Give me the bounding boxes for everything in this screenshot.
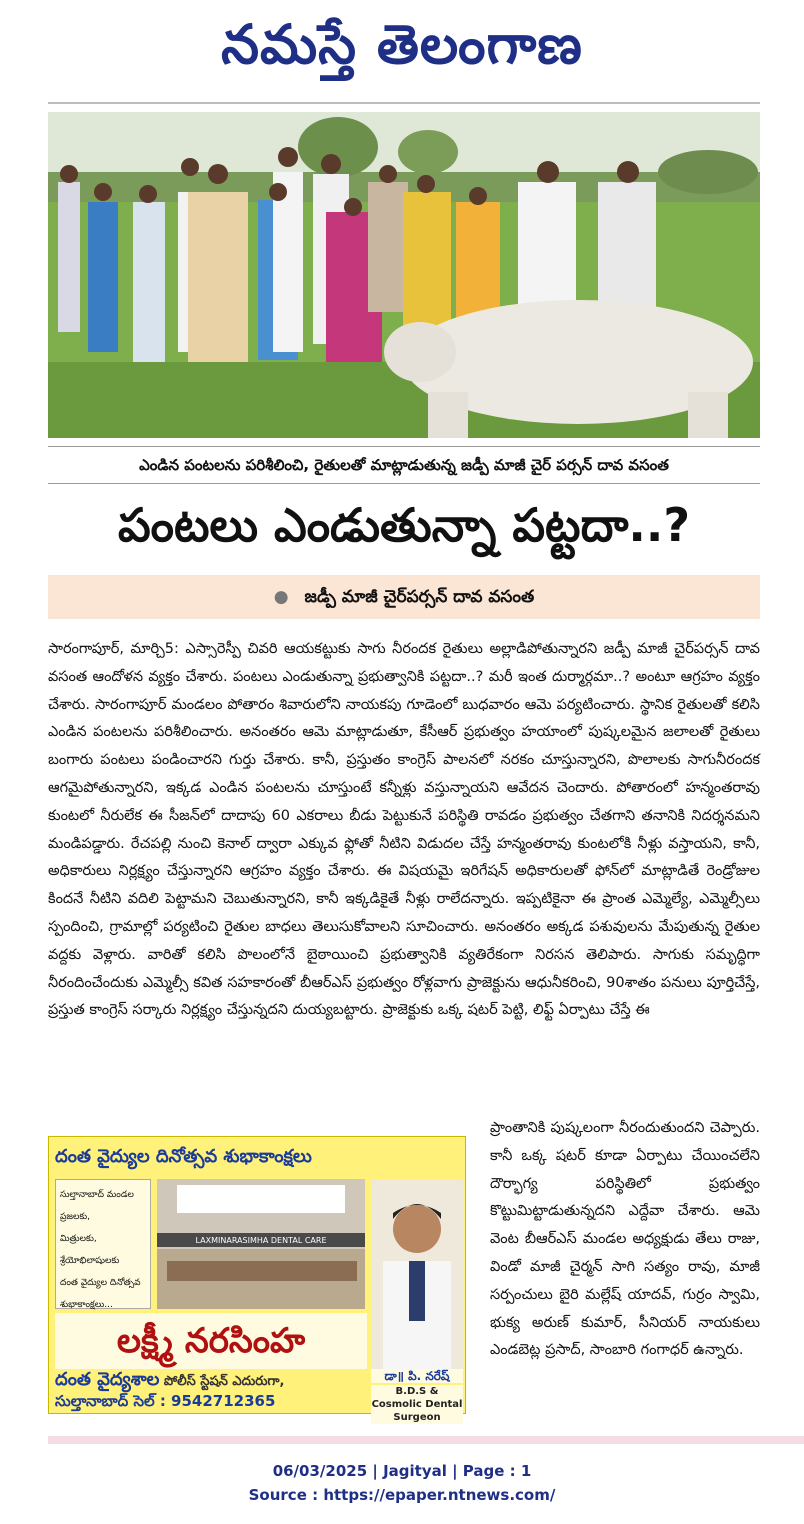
dental-clinic-advertisement (48, 1136, 466, 1423)
doctor-degree (371, 1385, 463, 1424)
photo-caption: ఎండిన పంటలను పరిశీలించి, రైతులతో మాట్లాడుతున్న జడ్పీ మాజీ చైర్ పర్సన్ దావ వసంత (48, 446, 760, 484)
doctor-degree-line: Cosmolic Dental Surgeon (371, 1399, 463, 1423)
ad-greeting-line: శుభాకాంక్షలు... (60, 1300, 113, 1310)
ad-brand: లక్ష్మీ నరసింహ (55, 1313, 367, 1369)
masthead-rule (48, 102, 760, 104)
article-body-right-column (490, 1115, 760, 1365)
headline: పంటలు ఎండుతున్నా పట్టదా..? (117, 498, 691, 552)
masthead: నమస్తే తెలంగాణ (221, 12, 583, 76)
ad-contact (55, 1391, 367, 1411)
ad-greeting-box (55, 1179, 151, 1309)
footer-rule (48, 1436, 804, 1444)
ad-title: దంత వైద్యుల దినోత్సవ శుభాకాంక్షలు (55, 1146, 312, 1167)
article-paragraph: సారంగాపూర్, మార్చి5: ఎస్సారెస్పీ చివరి ఆయకట్టుకు సాగు నీరందక రైతులు అల్లాడిపోతున్నారని జడ్పీ మాజీ చైర్‌పర్సన్ దావ వసంత ఆందోళన వ్యక్తం చేశారు. పంటలు ఎండుతున్నా ప్రభుత్వానికి పట్టదా..? మరీ ఇంత దుర్మార్గమా..? అంటూ ఆగ్రహం వ్యక్తం చేశారు. సారంగాపూర్ మండలం పోతారం శివారులోని నాయకపు గూడెంలో బుధవారం ఆమె పర్యటించారు. స్థానిక రైతులతో కలిసి ఎండిన పంటలను పరిశీలించారు. అనంతరం ఆమె మాట్లాడుతూ, కేసీఆర్ ప్రభుత్వం హయాంలో పుష్కలమైన జలాలతో రైతులు బంగారు పంటలు పండించారని గుర్తు చేశారు. కానీ, ప్రస్తుతం కాంగ్రెస్ పాలనలో నరకం చూస్తున్నారని, పొలాలకు సాగునీరందక ఆగమైపోతున్నారని, ఇక్కడ ఎండిన పంటలను చూస్తుంటే కన్నీళ్లు వస్తున్నాయని ఆవేదన చెందారు. పోతారంలో హన్మంతరావు కుంటలో నీరులేక ఈ సీజన్‌లో దాదాపు 60 ఎకరాలు బీడు పెట్టుకునే పరిస్థితి రావడం ప్రభుత్వం చేతగాని తనానికి నిదర్శనమని మండిపడ్డారు. రేచపల్లి నుంచి కెనాల్ ద్వారా ఎక్కువ ఫ్లోతో నీటిని విడుదల చేస్తే హన్మంతరావు కుంటలోకి నీళ్లు వస్తాయని, కానీ, అధికారులు నిర్లక్ష్యం చేస్తున్నారని ఆగ్రహం వ్యక్తం చేశారు. ఈ విషయమై ఇరిగేషన్ అధికారులతో ఫోన్‌లో మాట్లాడితే రెండ్రోజుల కిందనే నీటిని వదిలి పెట్టామని చెబుతున్నారని, కానీ ఇక్కడికైతే నీళ్లు రాలేదన్నారు. ఇప్పటికైనా ఈ ప్రాంత ఎమ్మెల్యే, ఎమ్మెల్సీలు స్పందించి, గ్రామాల్లో పర్యటించి రైతుల బాధలు తెలుసుకోవాలని సూచించారు. అనంతరం అక్కడ పశువులను మేపుతున్న రైతుల వద్దకు వెళ్లారు. వారితో కలిసి పొలంలోనే బైఠాయించి ప్రభుత్వానికి వ్యతిరేకంగా నిరసన తెలిపారు. సాగుకు సమృద్ధిగా నీరందించేందుకు ఎమ్మెల్సీ కవిత సహకారంతో బీఆర్‌ఎస్ ప్రభుత్వం రోళ్లవాగు ప్రాజెక్టును ఆధునీకరించి, 90శాతం పనులు పూర్తిచేస్తే, ప్రస్తుత కాంగ్రెస్ సర్కారు నిర్లక్ష్యం చేస్తున్నదని దుయ్యబట్టారు. ప్రాజెక్టుకు ఒక్క షటర్ పెట్టి, లిఫ్ట్ ఏర్పాటు చేస్తే ఈ (48, 641, 760, 1019)
article-paragraph-continued: ప్రాంతానికి పుష్కలంగా నీరందుతుందని చెప్పారు. కానీ ఒక్క షటర్ కూడా ఏర్పాటు చేయించలేని దౌర్భాగ్య పరిస్థితిలో ప్రభుత్వం కొట్టుమిట్టాడుతున్నదని ఎద్దేవా చేశారు. ఆమె వెంట బీఆర్‌ఎస్ మండల అధ్యక్షుడు తేలు రాజు, విండో మాజీ చైర్మన్ సాగి సత్యం రావు, మాజీ సర్పంచులు బైరి మల్లేష్ యాదవ్, గుర్రం స్వామి, భుక్య అరుణ్ కుమార్, సీనియర్ నాయకులు ఎండబెట్ల ప్రసాద్, సాంబారి గంగాధర్ ఉన్నారు. (490, 1120, 760, 1359)
farmers-field-photo (48, 112, 760, 438)
ad-greeting-line: సుల్తానాబాద్ మండల ప్రజలకు, (60, 1190, 134, 1222)
footer-source: Source : https://epaper.ntnews.com/ (248, 1486, 556, 1504)
subheadline (48, 575, 760, 619)
article-body (48, 636, 760, 1025)
doctor-photo (371, 1179, 463, 1369)
doctor-name: డా॥ పి. నరేష్ (371, 1369, 463, 1383)
clinic-sign: LAXMINARASIMHA DENTAL CARE (195, 1236, 327, 1245)
clinic-photo (157, 1179, 365, 1309)
ad-tagline-big: దంత వైద్యశాల (55, 1369, 160, 1390)
doctor-degree-line: B.D.S & (395, 1386, 439, 1397)
ad-phone: సెల్ : 9542712365 (133, 1392, 276, 1410)
ad-place: సుల్తానాబాద్ (55, 1392, 129, 1410)
news-photo (48, 112, 760, 438)
ad-greeting-line: దంత వైద్యుల దినోత్సవ (60, 1278, 141, 1288)
ad-tagline-small: పోలీస్ స్టేషన్ ఎదురుగా, (163, 1374, 285, 1389)
ad-greeting-line: మిత్రులకు, శ్రేయోభిలాషులకు (60, 1234, 120, 1266)
ad-tagline (55, 1369, 367, 1391)
bullet-icon: ● (273, 587, 289, 607)
footer-date-edition: 06/03/2025 | Jagityal | Page : 1 (272, 1462, 532, 1480)
clinic-interior-image (157, 1179, 365, 1309)
doctor-portrait (371, 1179, 463, 1369)
subheadline-text: జడ్పీ మాజీ చైర్‌పర్సన్ దావ వసంత (304, 587, 535, 607)
